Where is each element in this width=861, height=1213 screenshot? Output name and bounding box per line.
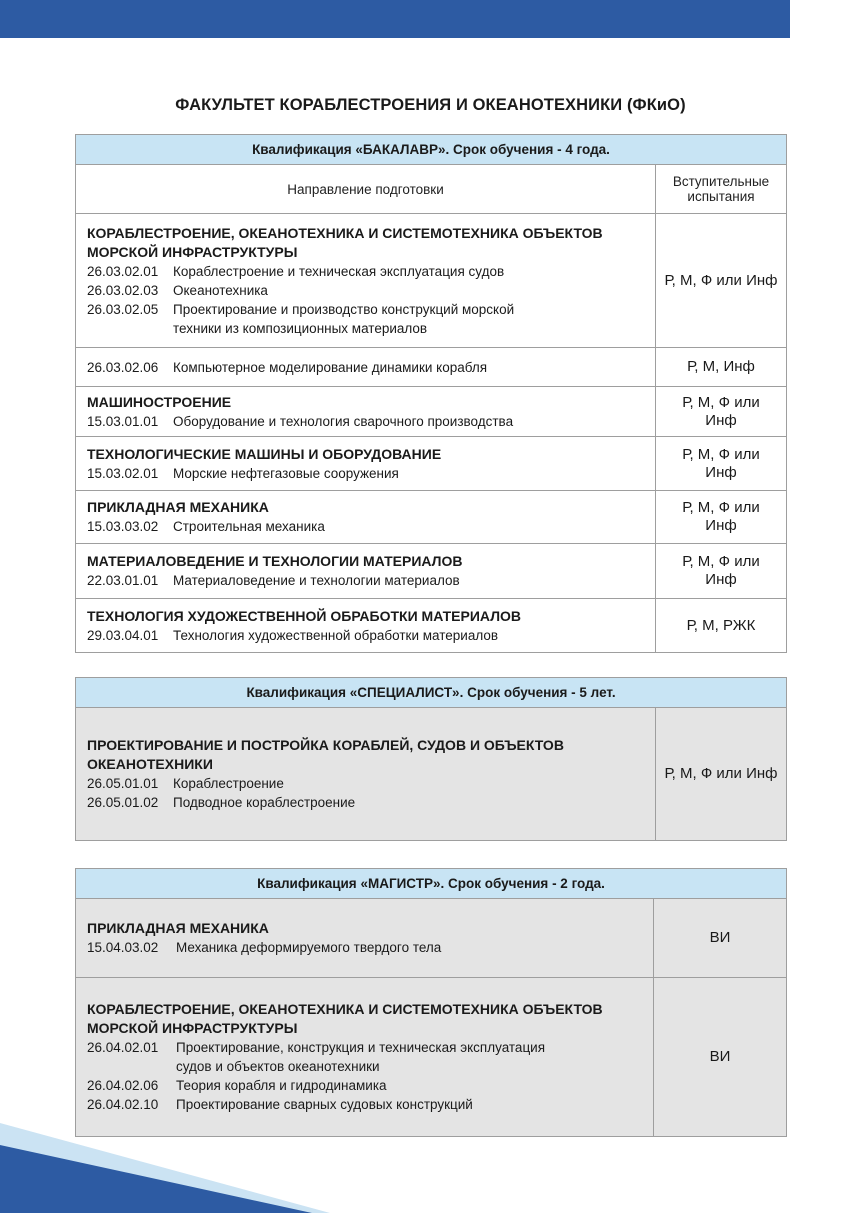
program-title: Морские нефтегазовые сооружения [173, 465, 399, 481]
page-title: ФАКУЛЬТЕТ КОРАБЛЕСТРОЕНИЯ И ОКЕАНОТЕХНИКИ (ФКиО) [175, 96, 686, 114]
exam-cell: Р, М, Ф или Инф [656, 491, 787, 544]
program-title: Материаловедение и технологии материалов [173, 573, 460, 588]
program-title: Океанотехника [173, 282, 268, 298]
program-code: 26.03.02.03 [87, 282, 159, 298]
program-code: 29.03.04.01 [87, 627, 159, 643]
top-decor-bar [0, 0, 790, 38]
program-title: Строительная механика [173, 519, 325, 534]
exam-cell: Р, М, Ф или Инф [656, 544, 787, 599]
table-row [76, 437, 787, 491]
program-title: Компьютерное моделирование динамики корабля [173, 359, 488, 375]
exam-cell: Р, М, Ф или Инф [656, 708, 787, 841]
program-title: Проектирование, конструкция и техническая эксплуатация судов и объектов океанотехники [176, 1040, 546, 1074]
specialist-band: Квалификация «СПЕЦИАЛИСТ». Срок обучения - 5 лет. [76, 678, 787, 708]
specialist-table [75, 677, 787, 841]
program-code: 26.03.02.05 [87, 301, 159, 317]
bachelor-table [75, 134, 787, 653]
program-title: Проектирование и производство конструкций морской техники из композиционных материалов [173, 301, 515, 336]
program-group-name: ПРИКЛАДНАЯ МЕХАНИКА [87, 920, 269, 936]
program-code: 26.04.02.10 [87, 1097, 159, 1112]
exam-cell: Р, М, Ф или Инф [656, 387, 787, 437]
table-row [76, 599, 787, 653]
program-code: 26.04.02.06 [87, 1078, 159, 1093]
program-code: 26.03.02.01 [87, 263, 159, 279]
program-title: Кораблестроение и техническая эксплуатация судов [173, 263, 505, 279]
program-group-name: КОРАБЛЕСТРОЕНИЕ, ОКЕАНОТЕХНИКА И СИСТЕМОТЕХНИКА ОБЪЕКТОВ МОРСКОЙ ИНФРАСТРУКТУРЫ [87, 224, 603, 260]
program-title: Технология художественной обработки материалов [173, 627, 499, 643]
exam-cell: ВИ [654, 978, 787, 1137]
program-group-name: ТЕХНОЛОГИЯ ХУДОЖЕСТВЕННОЙ ОБРАБОТКИ МАТЕРИАЛОВ [87, 607, 522, 624]
program-code: 15.04.03.02 [87, 940, 159, 955]
program-code: 26.04.02.01 [87, 1040, 159, 1055]
table-row [76, 708, 787, 841]
program-title: Оборудование и технология сварочного производства [173, 413, 514, 429]
exam-cell: Р, М, РЖК [656, 599, 787, 653]
program-title: Теория корабля и гидродинамика [176, 1078, 387, 1093]
program-code: 15.03.03.02 [87, 519, 159, 534]
program-code: 22.03.01.01 [87, 573, 159, 588]
master-table [75, 868, 787, 1137]
table-row [76, 899, 787, 978]
exam-cell: Р, М, Ф или Инф [656, 214, 787, 348]
table-row [76, 544, 787, 599]
bachelor-band: Квалификация «БАКАЛАВР». Срок обучения - 4 года. [76, 135, 787, 165]
program-group-name: ПРОЕКТИРОВАНИЕ И ПОСТРОЙКА КОРАБЛЕЙ, СУДОВ И ОБЪЕКТОВ ОКЕАНОТЕХНИКИ [87, 737, 564, 772]
table-row [76, 491, 787, 544]
program-title: Проектирование сварных судовых конструкций [176, 1097, 473, 1112]
table-row [76, 387, 787, 437]
table-row [76, 214, 787, 348]
program-code: 26.05.01.02 [87, 795, 159, 810]
table-row [76, 978, 787, 1137]
exam-cell: Р, М, Инф [656, 348, 787, 387]
program-group-name: МАТЕРИАЛОВЕДЕНИЕ И ТЕХНОЛОГИИ МАТЕРИАЛОВ [87, 553, 463, 569]
exam-cell: ВИ [654, 899, 787, 978]
program-group-name: КОРАБЛЕСТРОЕНИЕ, ОКЕАНОТЕХНИКА И СИСТЕМОТЕХНИКА ОБЪЕКТОВ МОРСКОЙ ИНФРАСТРУКТУРЫ [87, 1001, 603, 1036]
program-group-name: МАШИНОСТРОЕНИЕ [87, 393, 232, 410]
exam-cell: Р, М, Ф или Инф [656, 437, 787, 491]
table-row [76, 348, 787, 387]
master-band: Квалификация «МАГИСТР». Срок обучения - 2 года. [76, 869, 787, 899]
program-code: 15.03.02.01 [87, 465, 159, 481]
program-group-name: ТЕХНОЛОГИЧЕСКИЕ МАШИНЫ И ОБОРУДОВАНИЕ [87, 445, 442, 462]
program-group-name: ПРИКЛАДНАЯ МЕХАНИКА [87, 499, 269, 515]
program-title: Подводное кораблестроение [173, 795, 356, 810]
program-code: 15.03.01.01 [87, 413, 159, 429]
program-title: Механика деформируемого твердого тела [176, 940, 442, 955]
program-code: 26.05.01.01 [87, 776, 159, 791]
col-direction-header: Направление подготовки [76, 165, 656, 214]
col-exams-header: Вступительные испытания [656, 165, 787, 214]
program-title: Кораблестроение [173, 776, 284, 791]
program-code: 26.03.02.06 [87, 359, 159, 375]
